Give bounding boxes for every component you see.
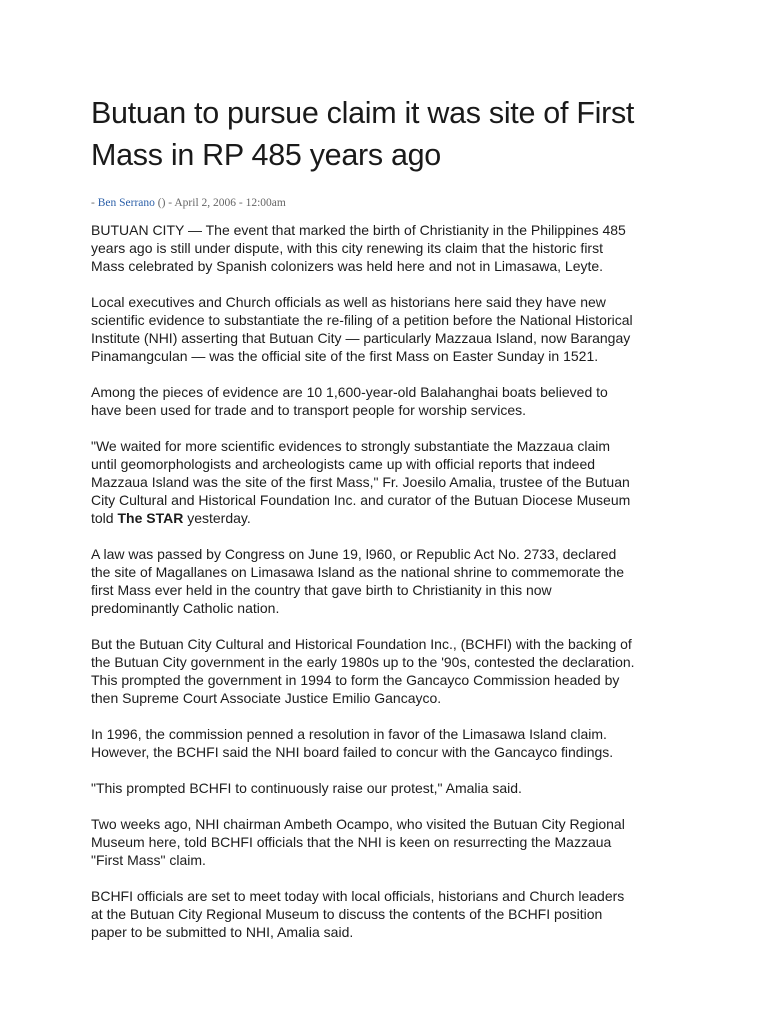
paragraph-2: Local executives and Church officials as well as historians here said they have new scientific evidence to substantiate the re-filing of a petition before the National Historical Institute (NHI) asserting that Butuan City — particularly Mazzaua Island, now Barangay Pinamangculan — was the official site of the first Mass on Easter Sunday in 1521. xyxy=(91,294,633,364)
paragraph-4-text: "We waited for more scientific evidences to strongly substantiate the Mazzaua claim until geomorphologists and archeologists came up with official reports that indeed Mazzaua Island was the site of the first Mass," Fr. Joesilo Amalia, trustee of the Butuan City Cultural and Historical Foundation Inc. and curator of the Butuan Diocese Museum told xyxy=(91,438,631,526)
publication-name: The STAR xyxy=(117,510,184,526)
paragraph-6: But the Butuan City Cultural and Historical Foundation Inc., (BCHFI) with the backing of the Butuan City government in the early 1980s up to the '90s, contested the declaration. This prompted the government in 1994 to form the Gancayco Commission headed by then Supreme Court Associate Justice Emilio Gancayco. xyxy=(91,636,635,706)
article xyxy=(91,92,681,959)
paragraph-1: BUTUAN CITY — The event that marked the birth of Christianity in the Philippines 485 years ago is still under dispute, with this city renewing its claim that the historic first Mass celebrated by Spanish colonizers was held here and not in Limasawa, Leyte. xyxy=(91,222,626,274)
article-byline xyxy=(91,196,681,210)
author-link[interactable]: Ben Serrano xyxy=(97,197,155,209)
paragraph-5: A law was passed by Congress on June 19, l960, or Republic Act No. 2733, declared the site of Magallanes on Limasawa Island as the national shrine to commemorate the first Mass ever held in the country that gave birth to Christianity in this now predominantly Catholic nation. xyxy=(91,546,625,616)
byline-separator: () - xyxy=(154,197,175,209)
article-body xyxy=(91,221,681,941)
paragraph-3: Among the pieces of evidence are 10 1,600-year-old Balahanghai boats believed to have been used for trade and to transport people for worship services. xyxy=(91,384,608,418)
paragraph-4 xyxy=(91,437,681,527)
paragraph-10: BCHFI officials are set to meet today with local officials, historians and Church leaders at the Butuan City Regional Museum to discuss the contents of the BCHFI position paper to be submitted to NHI, Amalia said. xyxy=(91,888,625,940)
article-headline: Butuan to pursue claim it was site of First Mass in RP 485 years ago xyxy=(91,96,635,172)
paragraph-7: In 1996, the commission penned a resolution in favor of the Limasawa Island claim. However, the BCHFI said the NHI board failed to concur with the Gancayco findings. xyxy=(91,726,614,760)
publish-date: April 2, 2006 - 12:00am xyxy=(174,197,286,209)
paragraph-9: Two weeks ago, NHI chairman Ambeth Ocampo, who visited the Butuan City Regional Museum here, told BCHFI officials that the NHI is keen on resurrecting the Mazzaua "First Mass" claim. xyxy=(91,816,625,868)
paragraph-4-tail: yesterday. xyxy=(183,510,251,526)
byline-prefix: - xyxy=(91,197,98,209)
paragraph-8: "This prompted BCHFI to continuously raise our protest," Amalia said. xyxy=(91,780,522,796)
